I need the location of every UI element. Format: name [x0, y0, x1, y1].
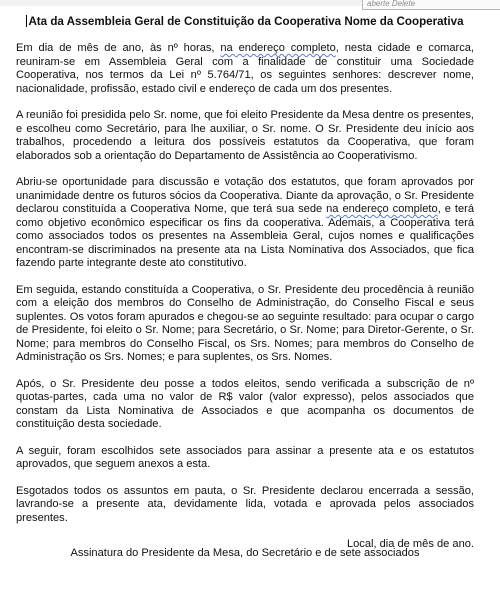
- paragraph-closure: Esgotados todos os assuntos em pauta, o Sr. Presidente declarou encerrada a sessão, lavrando-se a presente ata, devidamente lida, votada e aprovada pelos associados presentes.: [16, 484, 474, 524]
- paragraph-inauguration: Após, o Sr. Presidente deu posse a todos eleitos, sendo verificada a subscrição de nº quotas-partes, cada uma no valor de R$ valor (valor expresso), pelos associados que constam da Lista Nominativa de Associados e que acompanha os documentos de constituição desta sociedade.: [16, 377, 474, 430]
- signature-line: Assinatura do Presidente da Mesa, do Secretário e de sete associados: [70, 547, 420, 559]
- paragraph-statutes-text-end: , e terá como objetivo econômico especificar os fins da cooperativa. Ademais, a Cooperativa terá como associados todos os presentes na Assembleia Geral, cujos nomes e qualificações encontram-se discriminados na presente ata na Lista Nominativa dos Associados, que fica fazendo parte integrante deste ato constitutivo.: [16, 203, 474, 269]
- paragraph-signatories: A seguir, foram escolhidos sete associados para assinar a presente ata e os estatutos aprovados, que seguem anexos a esta.: [16, 444, 474, 470]
- paragraph-election: Em seguida, estando constituída a Cooperativa, o Sr. Presidente deu procedência à reunião com a eleição dos membros do Conselho de Administração, do Conselho Fiscal e seus suplentes. Os votos foram apurados e chegou-se ao seguinte resultado: para ocupar o cargo de Presidente, foi eleito o Sr. Nome; para Secretário, o Sr. Nome; para Diretor-Gerente, o Sr. Nome; para membros do Conselho Fiscal, os Srs. Nomes; para membros do Conselho de Administração os Srs. Nomes; e para suplentes, os Srs. Nomes.: [16, 283, 474, 363]
- paragraph-statutes: [16, 176, 474, 271]
- document-title: [16, 14, 474, 30]
- paragraph-opening-text-start: Em dia de mês de ano, às nº horas,: [16, 42, 221, 54]
- document-body[interactable]: [16, 14, 474, 565]
- place-and-date: Local, dia de mês de ano.: [346, 538, 474, 550]
- tracked-change-label: aberte Delete: [367, 0, 416, 8]
- paragraph-presidency: A reunião foi presidida pelo Sr. nome, que foi eleito Presidente da Mesa dentre os presentes, e escolheu como Secretário, para lhe auxiliar, o Sr. nome. O Sr. Presidente deu início aos trabalhos, procedendo a leitura dos possíveis estatutos da Cooperativa, que foram elaborados sob a orientação do Departamento de Assistência ao Cooperativismo.: [16, 109, 474, 162]
- spellcheck-marked-seat-address[interactable]: na endereço completo: [326, 203, 438, 215]
- paragraph-opening-text-end: , nesta cidade e comarca, reuniram-se em Assembleia Geral com a finalidade de constituir uma Sociedade Cooperativa, nos termos da Lei nº 5.764/71, os seguintes senhores: descrever nome, nacionalidade, profissão, estado civil e endereço de cada um dos presentes.: [16, 42, 475, 95]
- paragraph-statutes-text-start: Abriu-se oportunidade para discussão e votação dos estatutos, que foram aprovados por unanimidade dentre os futuros sócios da Cooperativa. Diante da aprovação, o Sr. Presidente declarou constituída a Cooperativa Nome, que terá sua sede: [16, 176, 474, 215]
- paragraph-opening: [16, 42, 474, 96]
- spellcheck-marked-address[interactable]: na endereço completo: [220, 42, 336, 54]
- document-title-text: Ata da Assembleia Geral de Constituição da Cooperativa Nome da Cooperativa: [28, 15, 464, 28]
- tracked-change-balloon[interactable]: [362, 0, 500, 10]
